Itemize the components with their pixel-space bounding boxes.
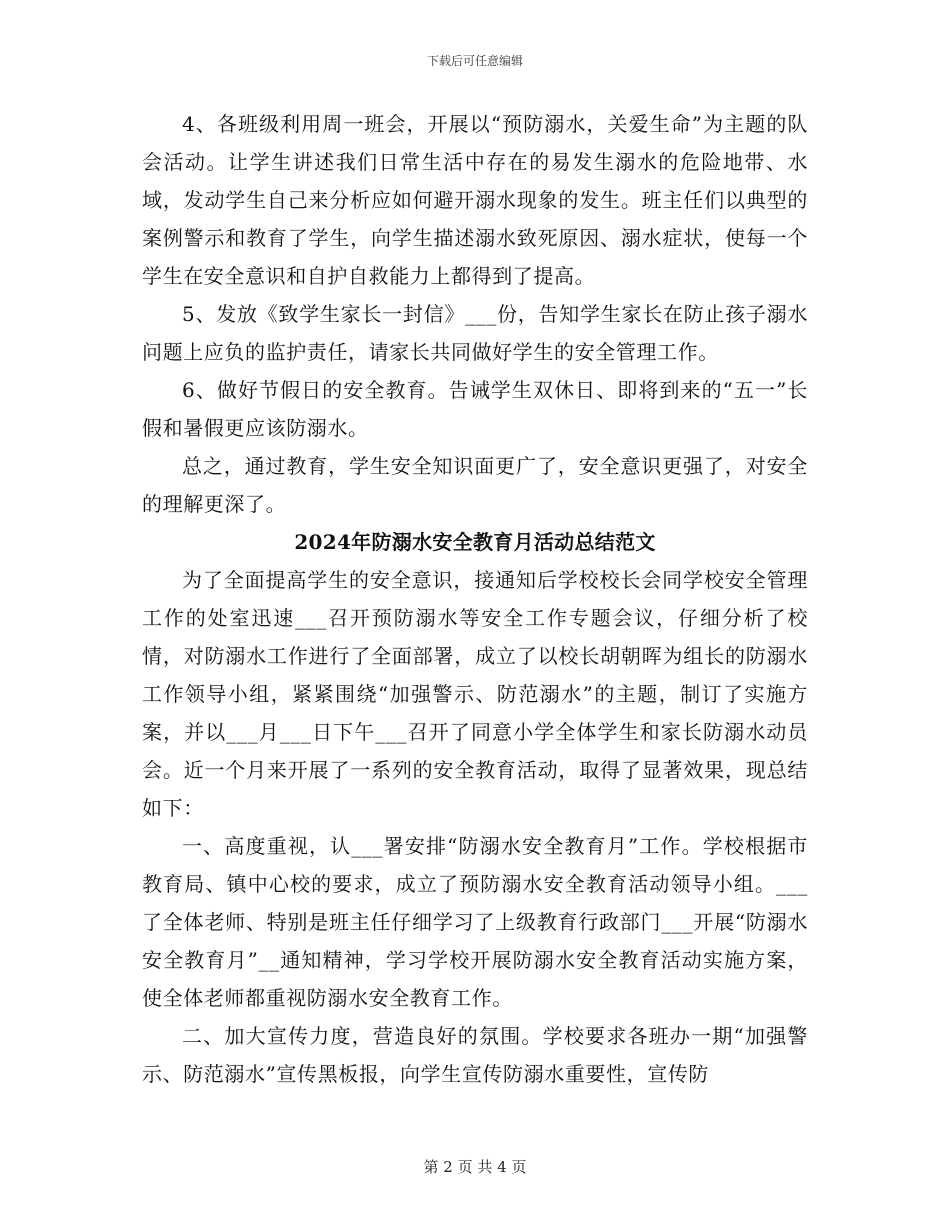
section-point-2: 二、加大宣传力度，营造良好的氛围。学校要求各班办一期“加强警示、防范溺水”宣传黑板报，向学生宣传防溺水重要性，宣传防 — [142, 1024, 808, 1086]
page-footer: 第 2 页 共 4 页 — [423, 1158, 527, 1176]
page-header: 下载后可任意编辑 — [426, 54, 523, 68]
section-title: 2024年防溺水安全教育月活动总结范文 — [294, 530, 656, 554]
document-body — [142, 105, 808, 1093]
section-point-1: 一、高度重视，认___署安排“防溺水安全教育月”工作。学校根据市教育局、镇中心校的要求，成立了预防溺水安全教育活动领导小组。___了全体老师、特别是班主任仔细学习了上级教育行政部门___开展“防溺水安全教育月”__通知精神，学习学校开展防溺水安全教育活动实施方案，使全体老师都重视防溺水安全教育工作。 — [142, 834, 808, 1010]
paragraph-item-6: 6、做好节假日的安全教育。告诫学生双休日、即将到来的“五一”长假和暑假更应该防溺水。 — [142, 378, 808, 440]
section-intro-paragraph: 为了全面提高学生的安全意识，接通知后学校校长会同学校安全管理工作的处室迅速___召开预防溺水等安全工作专题会议，仔细分析了校情，对防溺水工作进行了全面部署，成立了以校长胡朝晖为组长的防溺水工作领导小组，紧紧围绕“加强警示、防范溺水”的主题，制订了实施方案，并以___月___日下午___召开了同意小学全体学生和家长防溺水动员会。近一个月来开展了一系列的安全教育活动，取得了显著效果，现总结如下： — [142, 568, 808, 820]
paragraph-item-4: 4、各班级利用周一班会，开展以“预防溺水，关爱生命”为主题的队会活动。让学生讲述我们日常生活中存在的易发生溺水的危险地带、水域，发动学生自己来分析应如何避开溺水现象的发生。班主任们以典型的案例警示和教育了学生，向学生描述溺水致死原因、溺水症状，使每一个学生在安全意识和自护自救能力上都得到了提高。 — [142, 112, 808, 288]
paragraph-conclusion: 总之，通过教育，学生安全知识面更广了，安全意识更强了，对安全的理解更深了。 — [142, 454, 808, 516]
paragraph-item-5: 5、发放《致学生家长一封信》___份，告知学生家长在防止孩子溺水问题上应负的监护责任，请家长共同做好学生的安全管理工作。 — [142, 302, 808, 364]
